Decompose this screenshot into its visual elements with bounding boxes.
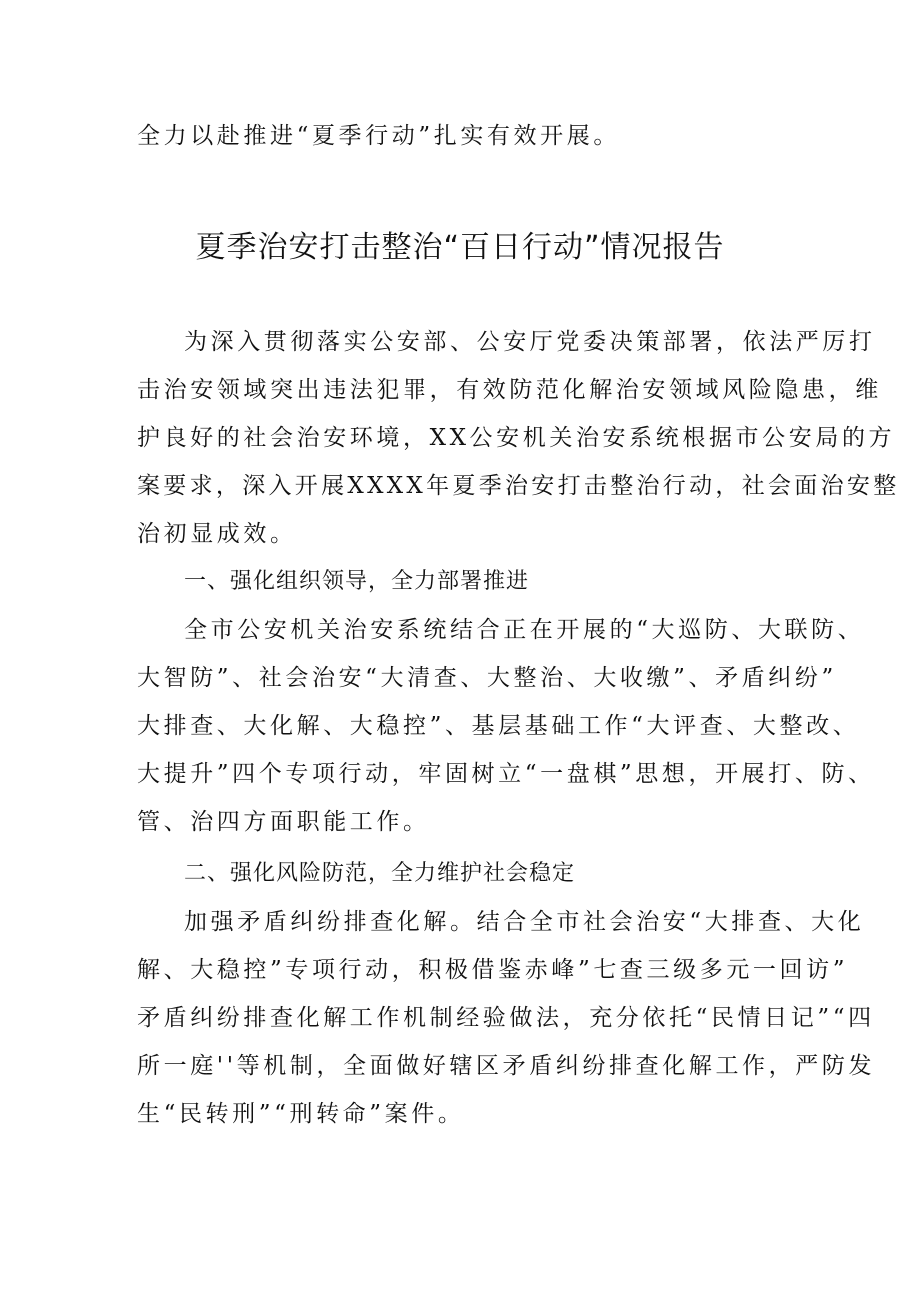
document-title: 夏季治安打击整治“百日行动”情况报告 (195, 230, 725, 265)
paragraph-line: 为深入贯彻落实公安部、公安厅党委决策部署，依法严厉打 (184, 329, 876, 355)
paragraph-line: 管、治四方面职能工作。 (137, 809, 430, 835)
section-heading-2: 二、强化风险防范，全力维护社会稳定 (184, 861, 576, 886)
paragraph-line: 加强矛盾纠纷排查化解。结合全市社会治安“大排查、大化 (184, 909, 865, 935)
paragraph-line: 案要求，深入开展XXXX年夏季治安打击整治行动，社会面治安整 (137, 473, 900, 499)
paragraph-line: 生“民转刑”“刑转命”案件。 (137, 1101, 465, 1127)
carryover-paragraph: 全力以赴推进“夏季行动”扎实有效开展。 (137, 123, 620, 149)
paragraph-line: 击治安领域突出违法犯罪，有效防范化解治安领域风险隐患，维 (137, 377, 882, 403)
paragraph-line: 矛盾纠纷排查化解工作机制经验做法，充分依托“民情日记”“四 (137, 1005, 875, 1031)
paragraph-line: 大智防”、社会治安“大清查、大整治、大收缴”、矛盾纠纷” (137, 665, 837, 691)
paragraph-line: 治初显成效。 (137, 521, 297, 547)
paragraph-line: 大提升”四个专项行动，牢固树立“一盘棋”思想，开展打、防、 (137, 761, 875, 787)
paragraph-line: 所一庭''等机制，全面做好辖区矛盾纠纷排查化解工作，严防发 (137, 1053, 876, 1079)
paragraph-line: 全市公安机关治安系统结合正在开展的“大巡防、大联防、 (184, 617, 865, 643)
section-heading-1: 一、强化组织领导，全力部署推进 (184, 569, 530, 594)
paragraph-line: 护良好的社会治安环境，XX公安机关治安系统根据市公安局的方 (137, 425, 896, 451)
paragraph-line: 解、大稳控”专项行动，积极借鉴赤峰”七查三级多元一回访” (137, 957, 849, 983)
paragraph-line: 大排查、大化解、大稳控”、基层基础工作“大评查、大整改、 (137, 713, 860, 739)
